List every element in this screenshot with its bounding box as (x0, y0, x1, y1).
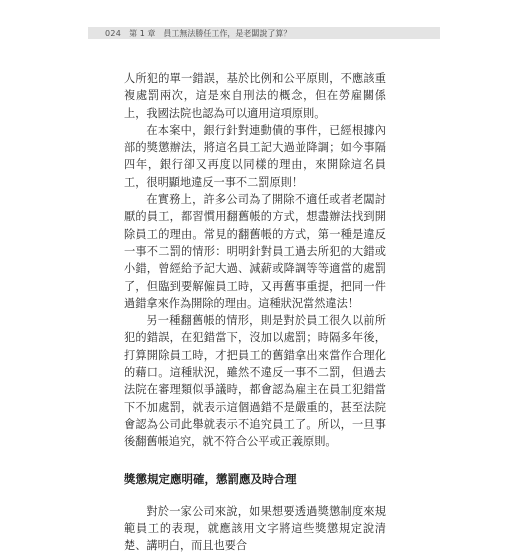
section-heading: 獎懲規定應明確，懲罰應及時合理 (124, 471, 297, 486)
chapter-title: 第 1 章 員工無法勝任工作，是老闆說了算？ (129, 28, 292, 38)
body-text (124, 70, 386, 554)
running-header (88, 27, 440, 39)
paragraph: 對於一家公司來說，如果想要透過獎懲制度來規範員工的表現，就應該用文字將這些獎懲規定說清楚、講明白，而且也要合 (124, 504, 386, 553)
paragraph: 在實務上，許多公司為了開除不適任或者老闆討厭的員工，都習慣用翻舊帳的方式，想盡辦法找到開除員工的理由。常見的翻舊帳的方式，第一種是違反一事不二罰的情形：明明針對員工過去所犯的大錯或小錯，曾經給予記大過、減薪或降調等等適當的處罰了，但臨到要解僱員工時，又再舊事重提，把同一件過錯拿來作為開除的理由。這種狀況當然違法！ (124, 193, 386, 310)
page-number: 024 (105, 28, 122, 38)
paragraph: 另一種翻舊帳的情形，則是對於員工很久以前所犯的錯誤，在犯錯當下，沒加以處罰；時隔多年後，打算開除員工時，才把員工的舊錯拿出來當作合理化的藉口。這種狀況，雖然不違反一事不二罰，但過去法院在審理類似爭議時，都會認為雇主在員工犯錯當下不加處罰，就表示這個過錯不是嚴重的，甚至法院會認為公司此舉就表示不追究員工了。所以，一旦事後翻舊帳追究，就不符合公平或正義原則。 (124, 314, 386, 449)
paragraph: 在本案中，銀行針對連動債的事件，已經根據內部的獎懲辦法，將這名員工記大過並降調；如今事隔四年，銀行卻又再度以同樣的理由，來開除這名員工，很明顯地違反一事不二罰原則！ (124, 123, 386, 189)
paragraph: 人所犯的單一錯誤，基於比例和公平原則，不應該重複處罰兩次，這是來自刑法的概念，但在勞雇關係上，我國法院也認為可以適用這項原則。 (124, 72, 386, 120)
